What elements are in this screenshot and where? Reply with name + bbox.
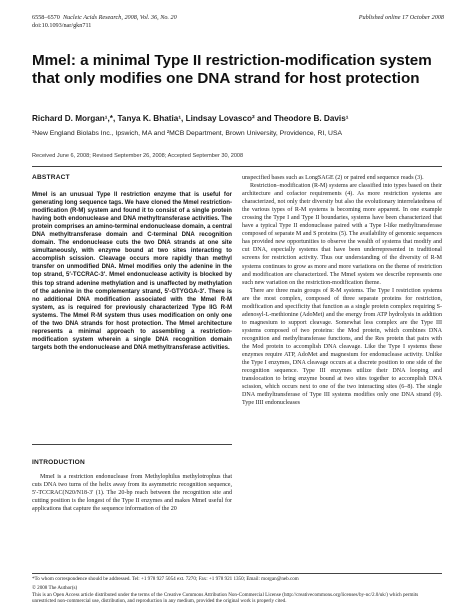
body-paragraph: There are three main groups of R-M systems. The Type I restriction systems are the most complex, composed of three separate proteins for restriction, modification and specificity that function as a single protein complex requiring S-adenosyl-L-methionine (AdoMet) and the energy from ATP hydrolysis in addition to magnesium to support cleavage. Somewhat less complex are the Type III systems composed of two proteins: the Mod protein, which combines DNA recognition and methyltransferase functions, and the Res protein that pairs with the Mod protein to accomplish DNA cleavage. Like the Type I systems these enzymes require ATP, AdoMet and magnesium for endonuclease activity. Unlike the Type I enzymes, DNA cleavage occurs at a discrete position to one side of the recognition sequence. Type III enzymes utilize their DNA looping and translocation to bring enzyme bound at two sites together to accomplish DNA scission, which occurs next to one of the two interacting sites (6–8). The single DNA methyltransferase of Type III systems modifies only one DNA strand (9). Type IIII endonucleases xyxy=(242,287,442,407)
abstract-text: MmeI is an unusual Type II restriction enzyme that is useful for generating long sequence tags. We have cloned the MmeI restriction-modification (R-M) system and found it to consist of a single protein having both endonuclease and DNA methyltransferase activities. The protein comprises an amino-terminal endonuclease domain, a central DNA methyltransferase domain and C-terminal DNA recognition domain. The endonuclease cuts the two DNA strands at one site simultaneously, with enzyme bound at two sites interacting to accomplish scission. Cleavage occurs more rapidly than methyl transfer on unmodified DNA. MmeI modifies only the adenine in the top strand, 5′-TCCRAC-3′. MmeI endonuclease activity is blocked by this top strand adenine methylation and is unaffected by methylation of the adenine in the complementary strand, 5′-GTYGGA-3′. There is no additional DNA modification associated with the MmeI R-M system, as is required for previously characterized Type IIG R-M systems. The MmeI R-M system thus uses modification on only one of the two DNA strands for host protection. The MmeI architecture represents a minimal approach to assembling a restriction-modification system wherein a single DNA recognition domain targets both the endonuclease and DNA methyltransferase activities. xyxy=(32,192,232,351)
correspondence-note: *To whom correspondence should be addressed. Tel: +1 978 927 5054 ext. 7270; Fax: +1 978 921 1350; Email: morgan@neb.com xyxy=(32,576,299,582)
page-range: 6558–6570 xyxy=(32,14,60,21)
affiliations: ¹New England Biolabs Inc., Ipswich, MA and ²MCB Department, Brown University, Providence, RI, USA xyxy=(32,130,343,137)
doi: doi:10.1093/nar/gkn711 xyxy=(32,22,92,29)
received-dates: Received June 6, 2008; Revised September 26, 2008; Accepted September 30, 2008 xyxy=(32,153,244,159)
running-head xyxy=(32,14,444,32)
published-date: Published online 17 October 2008 xyxy=(358,14,444,21)
body-paragraph: unspecified bases such as LongSAGE (2) or paired end sequence reads (3). xyxy=(242,175,424,181)
license-text: This is an Open Access article distributed under the terms of the Creative Commons Attribution Non-Commercial License (http://creativecommons.org/licenses/by-nc/2.0/uk/) which permits unrestricted non-commercial use, distribution, and reproduction in any medium, provided the original work is properly cited. xyxy=(32,591,419,605)
footnote-divider xyxy=(32,573,442,574)
body-paragraph: Restriction–modification (R-M) systems are classified into types based on their architecture and cofactor requirements (4). As more restriction systems are characterized, not only their diversity but also the evolutionary interrelatedness of the various types of R-M systems is becoming more apparent. In one example crossing the Type I and Type II boundaries, systems have been characterized that have a typical Type II endonuclease paired with a Type I-like methyltransferase composed of separate M and S proteins (5). The availability of genomic sequences has provided new opportunities to observe the wealth of systems that modify and cut DNA, especially systems that have been underrepresented in traditional screens for restriction activity. Thus our understanding of the diversity of R-M systems continues to grow as more and more variations on the theme of restriction and modification are characterized. The MmeI system we describe represents one such new variation on the restriction-modification theme. xyxy=(242,183,442,286)
footnotes xyxy=(32,576,442,605)
right-column xyxy=(242,174,442,407)
abstract-heading: ABSTRACT xyxy=(32,174,70,181)
introduction-heading: INTRODUCTION xyxy=(32,459,85,466)
copyright-line: © 2008 The Author(s) xyxy=(32,585,78,592)
abstract-section xyxy=(32,174,232,352)
running-head-left xyxy=(32,14,177,30)
introduction-text xyxy=(32,473,232,513)
author-list: Richard D. Morgan¹,*, Tanya K. Bhatia¹, Lindsay Lovasco² and Theodore B. Davis¹ xyxy=(32,114,349,123)
introduction-paragraph: MmeI is a restriction endonuclease from Methylophilus methylotrophus that cuts DNA two turns of the helix away from its asymmetric recognition sequence, 5′-TCCRAC(N20/N18-3′ (1). The 20-bp reach between the recognition site and cutting position is the longest of the Type II enzymes and makes MmeI useful for applications that capture the sequence information of the 20 xyxy=(32,474,232,513)
header-divider xyxy=(32,166,442,167)
journal-citation: Nucleic Acids Research, 2008, Vol. 36, No. 20 xyxy=(62,14,177,21)
abstract-divider xyxy=(32,444,232,445)
article-title: Mmel: a minimal Type II restriction-modification system that only modifies one DNA strand for host protection xyxy=(32,52,432,87)
